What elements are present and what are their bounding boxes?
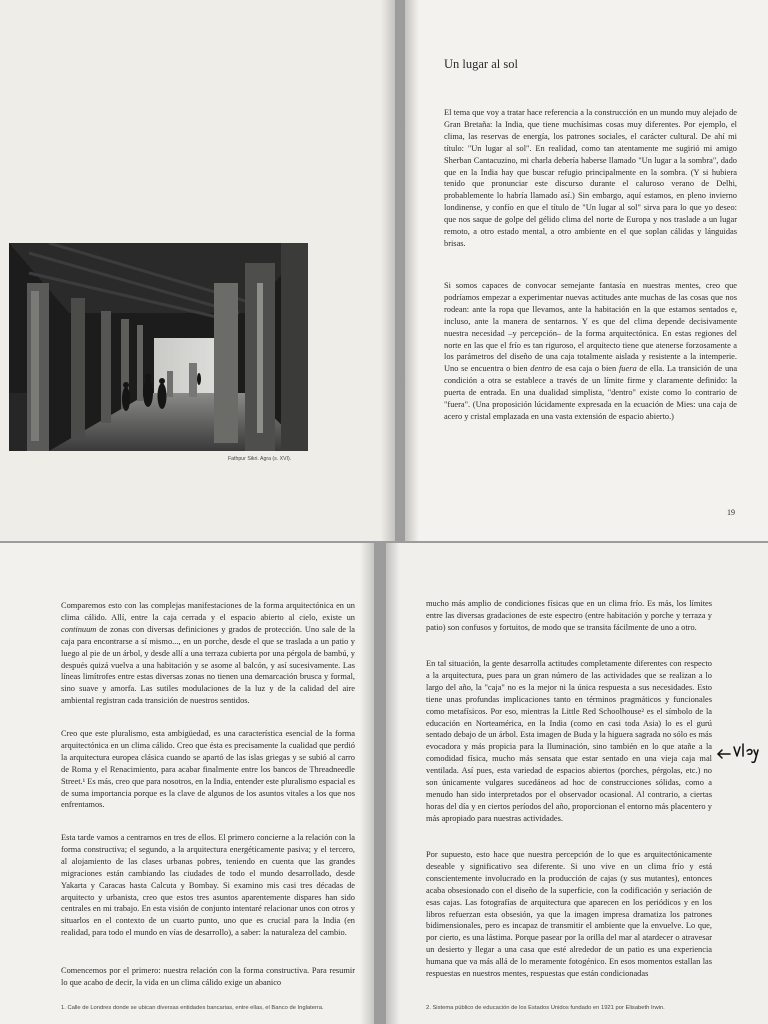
handwritten-arrow-icon — [716, 741, 762, 765]
emphasis: dentro — [530, 364, 552, 374]
body-paragraph: El tema que voy a tratar hace referencia a la construcción en un mundo muy alejado de Gran Bretaña: la India, que tiene muchísimas cosas muy diferentes. Por ejemplo, el clima, las reservas de energía, los patrones sociales, el carácter cultural. De ahí mi título: "Un lugar al sol". En realidad, como tan atentamente me sugirió mi amigo Sherban Cantacuzino, mi charla debería haberse llamado "Un lugar a la sombra", dado que en la India hay que buscar refugio principalmente en la sombra. (Y si hubiera tenido que pronunciar este discurso durante el caluroso verano de Delhi, probablemente lo habría llamado así.) Sin embargo, aquí estamos, en pleno invierno londinense, y confío en que el título de "Un lugar al sol" sirva para lo que yo deseo: que nos saque de golpe del gélido clima del norte de Europa y nos traslade a un lugar remoto, a otro estado mental, a otro ambiente en el que soplan cálidas y lánguidas brisas. — [444, 108, 737, 248]
handwritten-annotation — [716, 741, 762, 765]
body-paragraph: Comencemos por el primero: nuestra relación con la forma constructiva. Para resumir lo que acabo de decir, la vida en un clima cálido exige un abanico — [61, 966, 355, 987]
body-paragraph: Creo que este pluralismo, esta ambigüedad, es una característica esencial de la forma arquitectónica en un clima cálido. Creo que ésta es precisamente la cualidad que perdió la arquitectura europea clásica cuando se apartó de las islas griegas y se subió al carro de Roma y el Renacimiento, para acabar finalmente entre los bancos de Threadneedle Street.¹ Es más, creo que para nosotros, en la India, entender este pluralismo espacial es de suma importancia porque es la clave de algunos de los asuntos vitales a los que nos enfrentamos. — [61, 729, 355, 810]
body-paragraph: Si somos capaces de convocar semejante fantasía en nuestras mentes, creo que podríamos empezar a experimentar nuevas actitudes ante muchas de las cosas que nos rodean: ante la ropa que llevamos, ante la habitación en la que estamos sentados e, incluso, ante la manera de sentarnos. Y es que del clima depende decisivamente nuestra necesidad –y percepción– de la forma arquitectónica. En estas regiones del norte en las que el frío es tan riguroso, el arquitecto tiene que atenerse forzosamente a los parámetros del diseño de una caja totalmente aislada y resistente a la intemperie. Uno se encuentra o bien dentro de esa caja o bien fuera de ella. La transición de una condición a otra se establece a través de un límite firme y claramente definido: la puerta de entrada. En una dualidad simplista, "dentro" existe como lo contrario de "fuera". (Una proposición lúcidamente expresada en la ecuación de Mies: una caja de acero y cristal emplazada en una vasta extensión de espacio abierto.) — [444, 281, 738, 421]
body-paragraph: Comparemos esto con las complejas manifestaciones de la forma arquitectónica en un clima cálido. Allí, entre la caja cerrada y el espacio abierto al cielo, existe un continuum de zonas con diversas definiciones y grados de protección. Uno sale de la caja para encontrarse a sí mismo..., en un porche, desde el que se traslada a un patio y luego al pie de un árbol, y desde allí a una terraza cubierta por una pérgola de bambú, y después quizá vuelva a una habitación y se asome al balcón, y así sucesivamente. Las líneas limítrofes entre estas diversas zonas no tienen una demarcación brusca y formal, sino suave y amorfa. Las sutiles modulaciones de la luz y de la calidad del aire ambiental registran cada transición de nuestros sentidos. — [61, 601, 355, 706]
colonnade-photograph — [9, 243, 308, 451]
footnote: 2. Sistema público de educación de los Estados Unidos fundado en 1921 por Elisabeth Irwin. — [426, 1005, 665, 1011]
emphasis: continuum — [61, 624, 97, 634]
emphasis: fuera — [618, 364, 637, 374]
body-paragraph: mucho más amplio de condiciones físicas que en un clima frío. Es más, los límites entre las diversas gradaciones de este espectro (entre habitación y porche y terraza y patio) son confusos y fortuitos, de modo que se transita fácilmente de uno a otro. — [426, 599, 712, 632]
footnote: 1. Calle de Londres donde se ubican diversas entidades bancarias, entre ellas, el Banco de Inglaterra. — [61, 1005, 324, 1011]
body-paragraph: Esta tarde vamos a centrarnos en tres de ellos. El primero concierne a la relación con la forma constructiva; el segundo, a la arquitectura energéticamente pasiva; y el tercero, al alojamiento de las clases urbanas pobres, teniendo en cuenta que las grandes migraciones están cambiando las ciudades de todo el mundo desarrollado, desde Yakarta y Caracas hasta Calcuta y Bombay. Si examino mis casi tres décadas de arquitecto y urbanista, creo que estos tres asuntos aparentemente dispares han sido centrales en mi trabajo. En esta visión de conjunto intentaré relacionar unos con otros y situarlos en el contexto de un cuarto punto, uno que es crucial para la India (en realidad, para todo el mundo en vías de desarrollo), a saber: la naturaleza del cambio. — [61, 833, 355, 938]
chapter-title: Un lugar al sol — [444, 57, 518, 71]
page-number: 19 — [727, 508, 735, 517]
figure-caption: Fathpur Sikri. Agra (s. XVI). — [228, 456, 292, 462]
top-right-page — [405, 0, 768, 541]
body-paragraph: En tal situación, la gente desarrolla actitudes completamente diferentes con respecto a la arquitectura, pues para un gran número de las actividades que se realizan a lo largo del año, la "caja" no es la mejor ni la única respuesta a sus necesidades. Esto tiene unas profundas implicaciones tanto en términos pragmáticos y funcionales como metafísicos. Por eso, mientras la Little Red Schoolhouse² es el símbolo de la educación en Norteamérica, en la India (como en casi toda Asia) lo es el gurú sentado debajo de un árbol. Esta imagen de Buda y la higuera sagrada no sólo es más evocadora y más propicia para la Iluminación, sino también en lo que atañe a la comodidad física, mucho más sensata que estar sentado en una vieja caja mal ventilada. Así pues, esta variedad de espacios abiertos (porches, pérgolas, etc.) no son únicamente vulgares sucedáneos ad hoc de construcciones sólidas, como a menudo han sido interpretados por el observador ocasional. Al contrario, a ciertas horas del día y en ciertos períodos del año, proporcionan el entorno más placentero y más apropiado para nuestras actividades. — [426, 659, 712, 823]
body-paragraph: Por supuesto, esto hace que nuestra percepción de lo que es arquitectónicamente deseable y significativo sea diferente. Si uno vive en un clima frío y está conscientemente involucrado en la producción de cajas (y sus mutantes), entonces acaba obsesionado con el diseño de la superficie, con la codificación y seriación de esas cajas. Las fotografías de arquitectura que aparecen en los periódicos y en los libros refuerzan esta obsesión, ya que la imagen impresa dramatiza los patrones bidimensionales, pero es incapaz de transmitir el ambiente que la envuelve. Lo que, por cierto, es una lástima. Porque pasear por la orilla del mar al atardecer o atravesar un desierto y llegar a una casa que esté alrededor de un patio es una experiencia humana que va más allá de lo meramente fotogénico. En esos momentos estallan las respuestas en nuestros mentes, respuestas que están condicionadas — [426, 850, 712, 979]
